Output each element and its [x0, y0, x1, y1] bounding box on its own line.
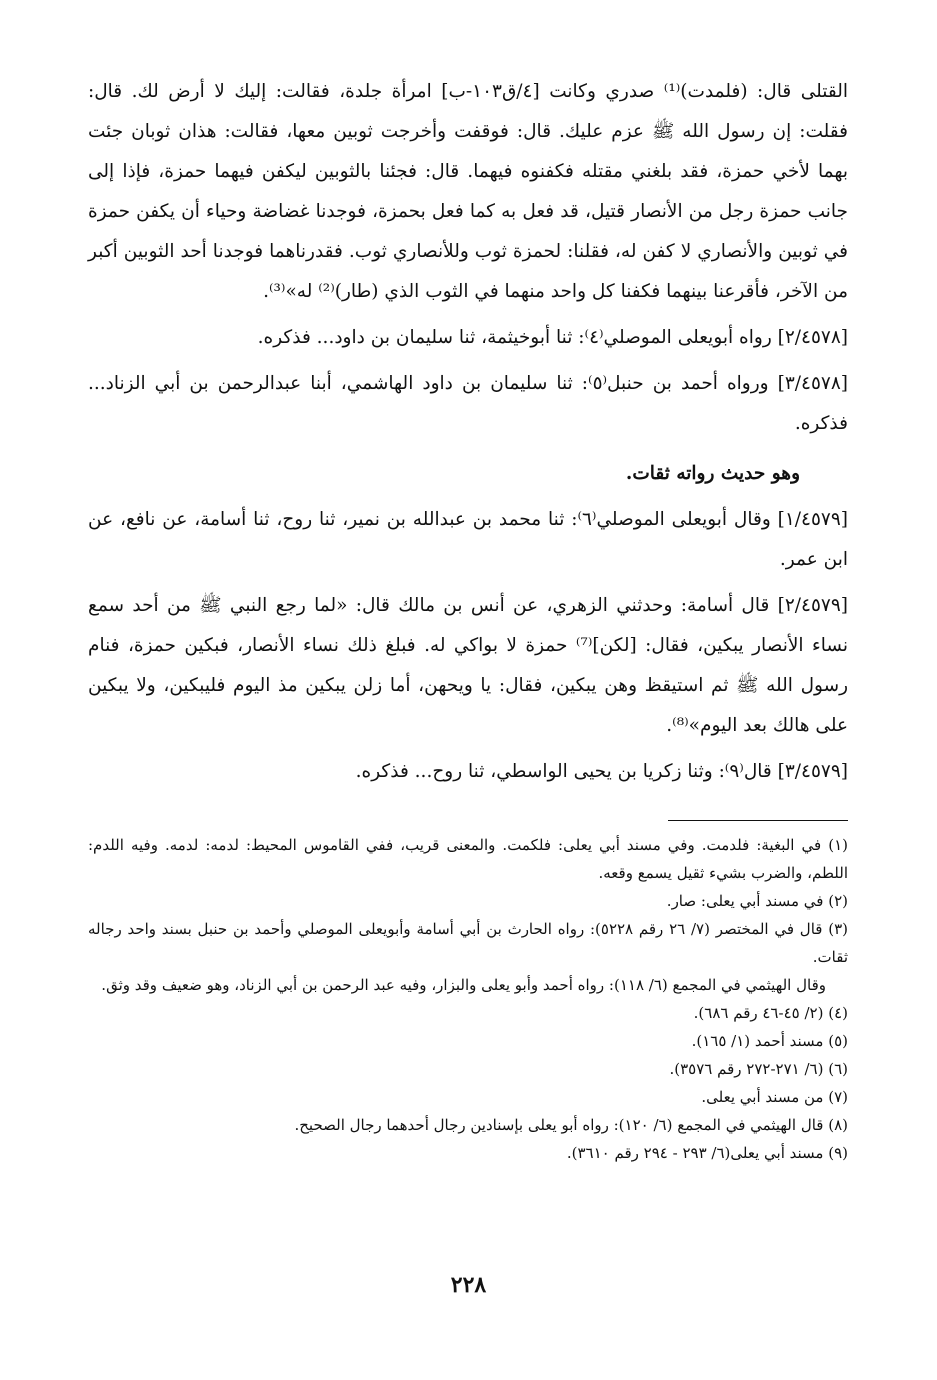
footnote-9: (٩) مسند أبي يعلى(٦/ ٢٩٣ - ٢٩٤ رقم ٣٦١٠). [566, 1144, 848, 1162]
body-paragraph-3: [٣/٤٥٧٨] ورواه أحمد بن حنبل⁽٥⁾: ثنا سليمان بن داود الهاشمي، أبنا عبدالرحمن بن أبي الزناد... فذكره. [88, 373, 848, 434]
footnote-5: (٥) مسند أحمد (١/ ١٦٥). [691, 1032, 848, 1050]
body-paragraph-4: [١/٤٥٧٩] وقال أبويعلى الموصلي⁽٦⁾: ثنا محمد بن عبدالله بن نمير، ثنا روح، ثنا أسامة، عن نافع، عن ابن عمر. [88, 509, 848, 570]
footnote-3-continued: وقال الهيثمي في المجمع (٦/ ١١٨): رواه أحمد وأبو يعلى والبزار، وفيه عبد الرحمن بن أبي الزناد، وهو ضعيف وقد وثق. [101, 976, 826, 994]
footnote-6: (٦) (٦/ ٢٧١-٢٧٢ رقم ٣٥٧٦). [669, 1060, 848, 1078]
footnote-2: (٢) في مسند أبي يعلى: صار. [666, 892, 848, 910]
footnote-3: (٣) قال في المختصر (٧/ ٢٦ رقم ٥٢٢٨): رواه الحارث بن أبي أسامة وأبويعلى الموصلي وأحمد بن حنبل بسند واحد رجاله ثقات. [88, 920, 848, 966]
footnote-1: (١) في البغية: فلدمت. وفي مسند أبي يعلى: فلكمت. والمعنى قريب، ففي القاموس المحيط: لدمه: لدمه. وفيه اللدم: اللطم، والضرب بشيء ثقيل يسمع وقعه. [88, 836, 848, 882]
body-paragraph-6: [٣/٤٥٧٩] قال⁽٩⁾: وثنا زكريا بن يحيى الواسطي، ثنا روح... فذكره. [355, 761, 848, 782]
footnote-4: (٤) (٢/ ٤٥-٤٦ رقم ٦٨٦). [693, 1004, 848, 1022]
page-number: ٢٢٨ [450, 1272, 487, 1298]
body-paragraph-1: القتلى قال: (فلمدت)⁽¹⁾ صدري وكانت [٤/ق١٠٣-ب] امرأة جلدة، فقالت: إليك لا أرض لك. قال: فقلت: إن رسول الله ﷺ عزم عليك. قال: فوقفت وأخرجت ثوبين معها، فقالت: هذان ثوبان جئت بهما لأخي حمزة، فقد بلغني مقتله فكفنوه فيهما. قال: فجئنا بالثوبين ليكفن فيهما حمزة، فإذا إلى جانب حمزة رجل من الأنصار قتيل، قد فعل به كما فعل بحمزة، فوجدنا غضاضة وحياء أن يكفن حمزة في ثوبين والأنصاري لا كفن له، فقلنا: لحمزة ثوب وللأنصاري ثوب. فقدرناهما فوجدنا أحد الثوبين أكبر من الآخر، فأقرعنا بينهما فكفنا كل واحد منهما في الثوب الذي (طار)⁽²⁾ له»⁽³⁾. [88, 81, 849, 302]
footnote-7: (٧) من مسند أبي يعلى. [701, 1088, 848, 1106]
page-content [88, 72, 848, 1167]
footnote-separator [668, 820, 848, 821]
section-heading: وهو حديث رواته ثقات. [625, 463, 800, 484]
body-paragraph-5: [٢/٤٥٧٩] قال أسامة: وحدثني الزهري، عن أنس بن مالك قال: «لما رجع النبي ﷺ من أحد سمع نساء الأنصار يبكين، فقال: [لكن]⁽⁷⁾ حمزة لا بواكي له. فبلغ ذلك نساء الأنصار، فبكين حمزة، فنام رسول الله ﷺ ثم استيقظ وهن يبكين، فقال: يا ويحهن، أما زلن يبكين مذ اليوم فليبكين، ولا يبكين على هالك بعد اليوم»⁽⁸⁾. [88, 595, 848, 736]
footnotes [88, 831, 848, 1167]
body-paragraph-2: [٢/٤٥٧٨] رواه أبويعلى الموصلي⁽٤⁾: ثنا أبوخيثمة، ثنا سليمان بن داود... فذكره. [257, 327, 848, 348]
footnote-8: (٨) قال الهيثمي في المجمع (٦/ ١٢٠): رواه أبو يعلى بإسنادين رجال أحدهما رجال الصحيح. [294, 1116, 848, 1134]
footnote-separator-wrap [88, 820, 848, 821]
